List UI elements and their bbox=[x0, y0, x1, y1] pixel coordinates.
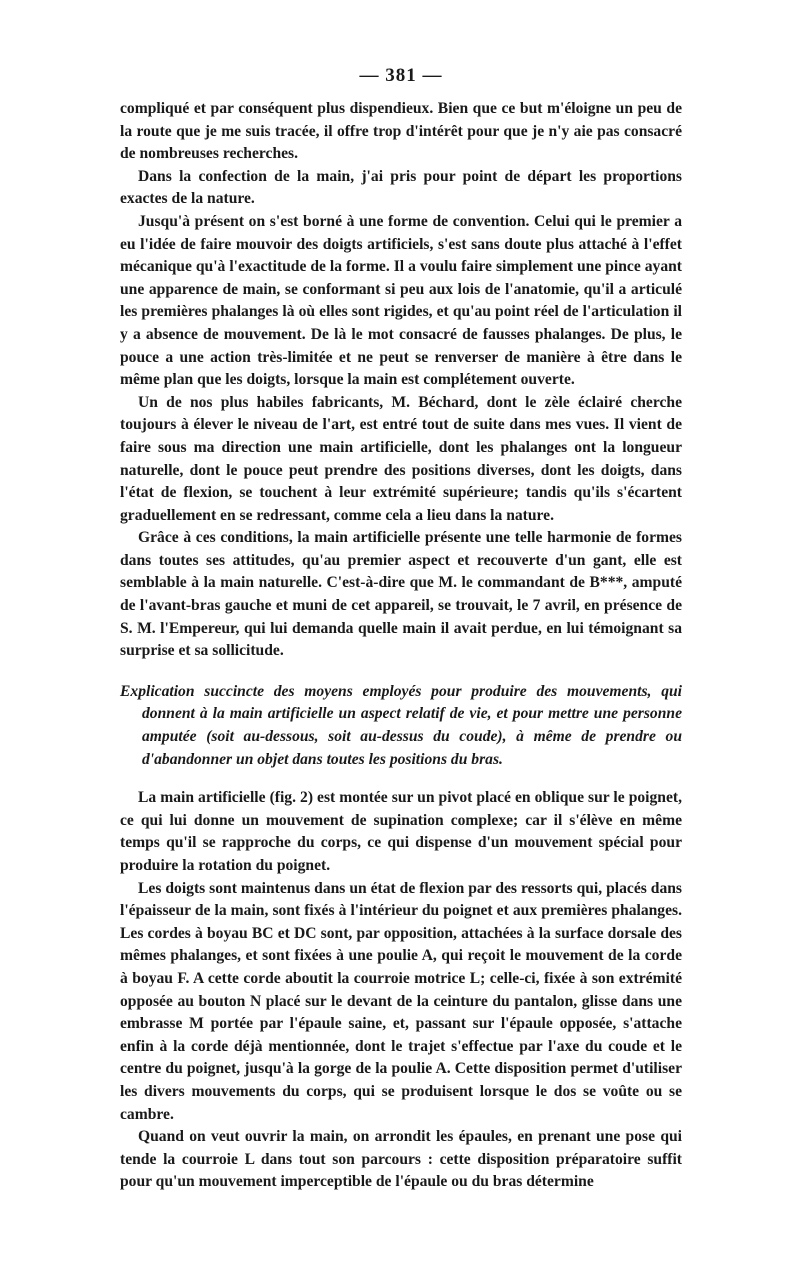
paragraph: compliqué et par conséquent plus dispendieux. Bien que ce but m'éloigne un peu de la route que je me suis tracée, il offre trop d'intérêt pour que je n'y aie pas consacré de nombreuses recherches. bbox=[120, 100, 682, 163]
section-heading: Explication succincte des moyens employés pour produire des mouvements, qui donnent à la main artificielle un aspect relatif de vie, et pour mettre une personne amputée (soit au-dessous, soit au-dessus du coude), à même de prendre ou d'abandonner un objet dans toutes les positions du bras. bbox=[120, 682, 682, 768]
paragraph: Jusqu'à présent on s'est borné à une forme de convention. Celui qui le premier a eu l'idée de faire mouvoir des doigts artificiels, s'est sans doute plus attaché à l'effet mécanique qu'à l'exactitude de la forme. Il a voulu faire simplement une pince ayant une apparence de main, se conformant si peu aux lois de l'anatomie, qu'il a articulé les premières phalanges là où elles sont rigides, et qu'au point réel de l'articulation il y a absence de mouvement. De là le mot consacré de fausses phalanges. De plus, le pouce a une action très-limitée et ne peut se renverser de manière à être dans le même plan que les doigts, lorsque la main est complétement ouverte. bbox=[120, 212, 682, 389]
document-page bbox=[120, 64, 682, 1194]
paragraph: Grâce à ces conditions, la main artificielle présente une telle harmonie de formes dans toutes ses attitudes, qu'au premier aspect et recouverte d'un gant, elle est semblable à la main naturelle. C'est-à-dire que M. le commandant de B***, amputé de l'avant-bras gauche et muni de cet appareil, se trouvait, le 7 avril, en présence de S. M. l'Empereur, qui lui demanda quelle main il avait perdue, en lui témoignant sa surprise et sa sollicitude. bbox=[120, 529, 682, 660]
paragraph: Les doigts sont maintenus dans un état de flexion par des ressorts qui, placés dans l'épaisseur de la main, sont fixés à l'intérieur du poignet et aux premières phalanges. Les cordes à boyau BC et DC sont, par opposition, attachées à la surface dorsale des mêmes phalanges, et sont fixées à une poulie A, qui reçoit le mouvement de la corde à boyau F. A cette corde aboutit la courroie motrice L; celle-ci, fixée à son extrémité opposée au bouton N placé sur le devant de la ceinture du pantalon, glisse dans une embrasse M portée par l'épaule saine, et, passant sur l'épaule opposée, s'attache enfin à la corde déjà mentionnée, dont le trajet s'effectue par l'axe du coude et le centre du poignet, jusqu'à la gorge de la poulie A. Cette disposition permet d'utiliser les divers mouvements du corps, qui se produisent lorsque le dos se voûte ou se cambre. bbox=[120, 879, 682, 1123]
paragraph: Un de nos plus habiles fabricants, M. Béchard, dont le zèle éclairé cherche toujours à élever le niveau de l'art, est entré tout de suite dans mes vues. Il vient de faire sous ma direction une main artificielle, dont les phalanges ont la longueur naturelle, dont le pouce peut prendre des positions diverses, dont les doigts, dans l'état de flexion, se touchent à leur extrémité supérieure; tandis qu'ils s'écartent graduellement en se redressant, comme cela a lieu dans la nature. bbox=[120, 393, 682, 524]
paragraph: La main artificielle (fig. 2) est montée sur un pivot placé en oblique sur le poignet, ce qui lui donne un mouvement de supination complexe; car il s'élève en même temps qu'il se rapproche du corps, ce qui dispense d'un mouvement spécial pour produire la rotation du poignet. bbox=[120, 789, 682, 874]
paragraph: Quand on veut ouvrir la main, on arrondit les épaules, en prenant une pose qui tende la courroie L dans tout son parcours : cette disposition préparatoire suffit pour qu'un mouvement imperceptible de l'épaule ou du bras détermine bbox=[120, 1128, 682, 1191]
paragraph: Dans la confection de la main, j'ai pris pour point de départ les proportions exactes de la nature. bbox=[120, 167, 682, 208]
page-number: — 381 — bbox=[359, 65, 443, 86]
